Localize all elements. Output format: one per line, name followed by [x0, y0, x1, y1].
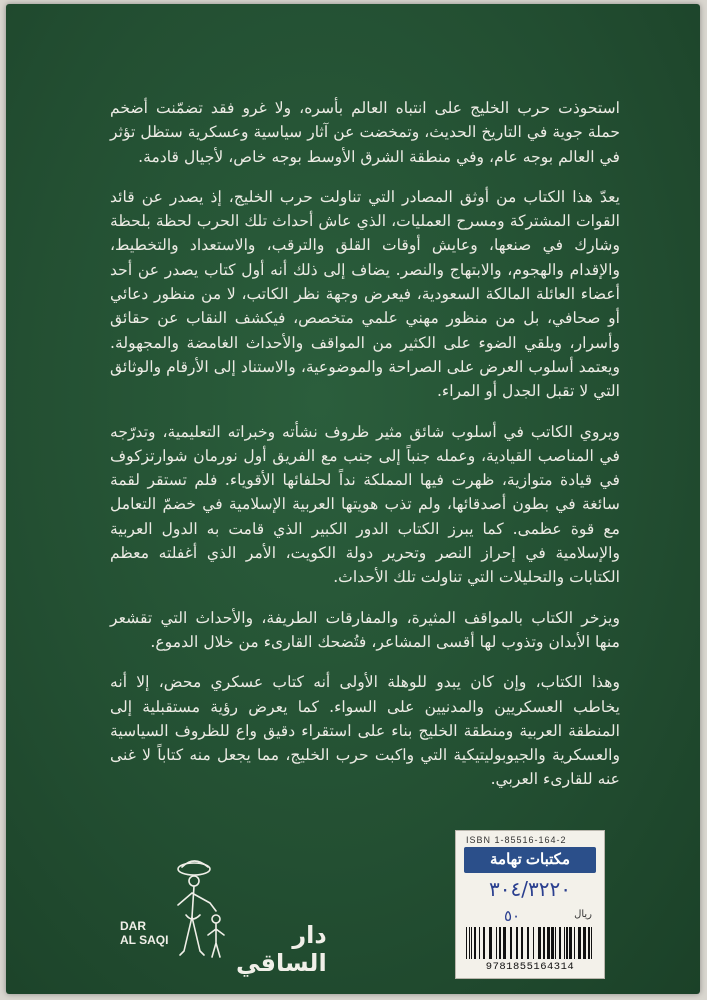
- book-back-cover: [6, 4, 700, 994]
- bookshop-name: مكتبات تهامة: [464, 847, 596, 873]
- barcode-bar: [592, 927, 593, 959]
- publisher-name-en-line1: DAR: [120, 919, 146, 933]
- price-currency: ريال: [574, 909, 592, 920]
- publisher-name-ar: دار الساقي: [236, 921, 327, 977]
- publisher-logo: [120, 859, 327, 979]
- barcode: [466, 927, 594, 959]
- publisher-name-en-line2: AL SAQI: [120, 933, 169, 947]
- price-sticker: [455, 830, 605, 979]
- blurb-paragraph-1: استحوذت حرب الخليج على انتباه العالم بأسره، ولا غرو فقد تضمّنت أضخم حملة جوية في التاريخ الحديث، وتمخضت عن آثار سياسية وعسكرية ستظل تؤثر في العالم بوجه عام، وفي منطقة الشرق الأوسط بوجه خاص، لأجيال قادمة.: [110, 99, 620, 166]
- blurb-paragraph-2: يعدّ هذا الكتاب من أوثق المصادر التي تناولت حرب الخليج، إذ يصدر عن قائد القوات المشتركة ومسرح العمليات، الذي عاش أحداث تلك الحرب لحظة بلحظة وشارك في صنعها، وعايش أوقات القلق والترقب، والاستعداد والتخطيط، والإقدام والهجوم، والابتهاج والنصر. يضاف إلى ذلك أنه أول كتاب يصدر عن أحد أعضاء العائلة المالكة السعودية، فيعرض وجهة نظر الكاتب، لا من منظور دعائي أو صحافي، بل من منظور مهني علمي متخصص، فيكشف النقاب عن حقائق وأسرار، ويلقي الضوء على الكثير من المواقف والأحداث الغامضة والمجهولة. ويعتمد أسلوب العرض على الصراحة والموضوعية، والاستناد إلى الأرقام والوثائق التي لا تقبل الجدل أو المراء.: [110, 187, 620, 401]
- barcode-number: 9781855164314: [485, 961, 575, 973]
- publisher-name-en: [120, 919, 168, 947]
- sticker-isbn: ISBN 1-85516-164-2: [466, 835, 567, 845]
- blurb-paragraph-4: ويزخر الكتاب بالمواقف المثيرة، والمفارقات الطريفة، والأحداث التي تقشعر منها الأبدان وتذوب لها أقسى المشاعر، فتُضحك القارىء من خلال الدموع.: [110, 608, 620, 651]
- blurb-paragraph-5: وهذا الكتاب، وإن كان يبدو للوهلة الأولى أنه كتاب عسكري محض، إلا أنه يخاطب العسكريين والمدنيين على السواء. كما يعرض رؤية مستقبلية إلى المنطقة العربية ومنطقة الخليج بناء على استقراء دقيق واع للظروف السياسية والعسكرية والجيوبوليتيكية التي واكبت حرب الخليج، مما يجعل منه كتاباً لا غنى عنه للقارىء العربي.: [110, 673, 620, 789]
- handwritten-code: ٣٠٤/٣٢٢٠: [489, 877, 571, 901]
- price-value: ٥٠: [504, 907, 521, 925]
- blurb-paragraph-3: ويروي الكاتب في أسلوب شائق مثير ظروف نشأته وخبراته التعليمية، وتدرّجه في المناصب القيادية، وعمله جنباً إلى جنب مع الفريق أول نورمان شوارتزكوف في قيادة متوازية، ظهرت فيها المملكة نداً لحلفائها الأقوياء. فلم تستقر لقمة سائغة في بطون أصدقائها، ولم تذب هويتها العربية الإسلامية في خضمّ التعامل مع قوة عظمى. كما يبرز الكتاب الدور الكبير الذي قامت به الدول العربية والإسلامية في إحراز النصر وتحرير دولة الكويت، الأمر الذي أغفلته معظم الكتابات والتحليلات التي تناولت تلك الأحداث.: [110, 422, 620, 587]
- blurb-text: [110, 96, 620, 792]
- price-row: [464, 907, 596, 925]
- porter-figure-icon: [164, 859, 234, 969]
